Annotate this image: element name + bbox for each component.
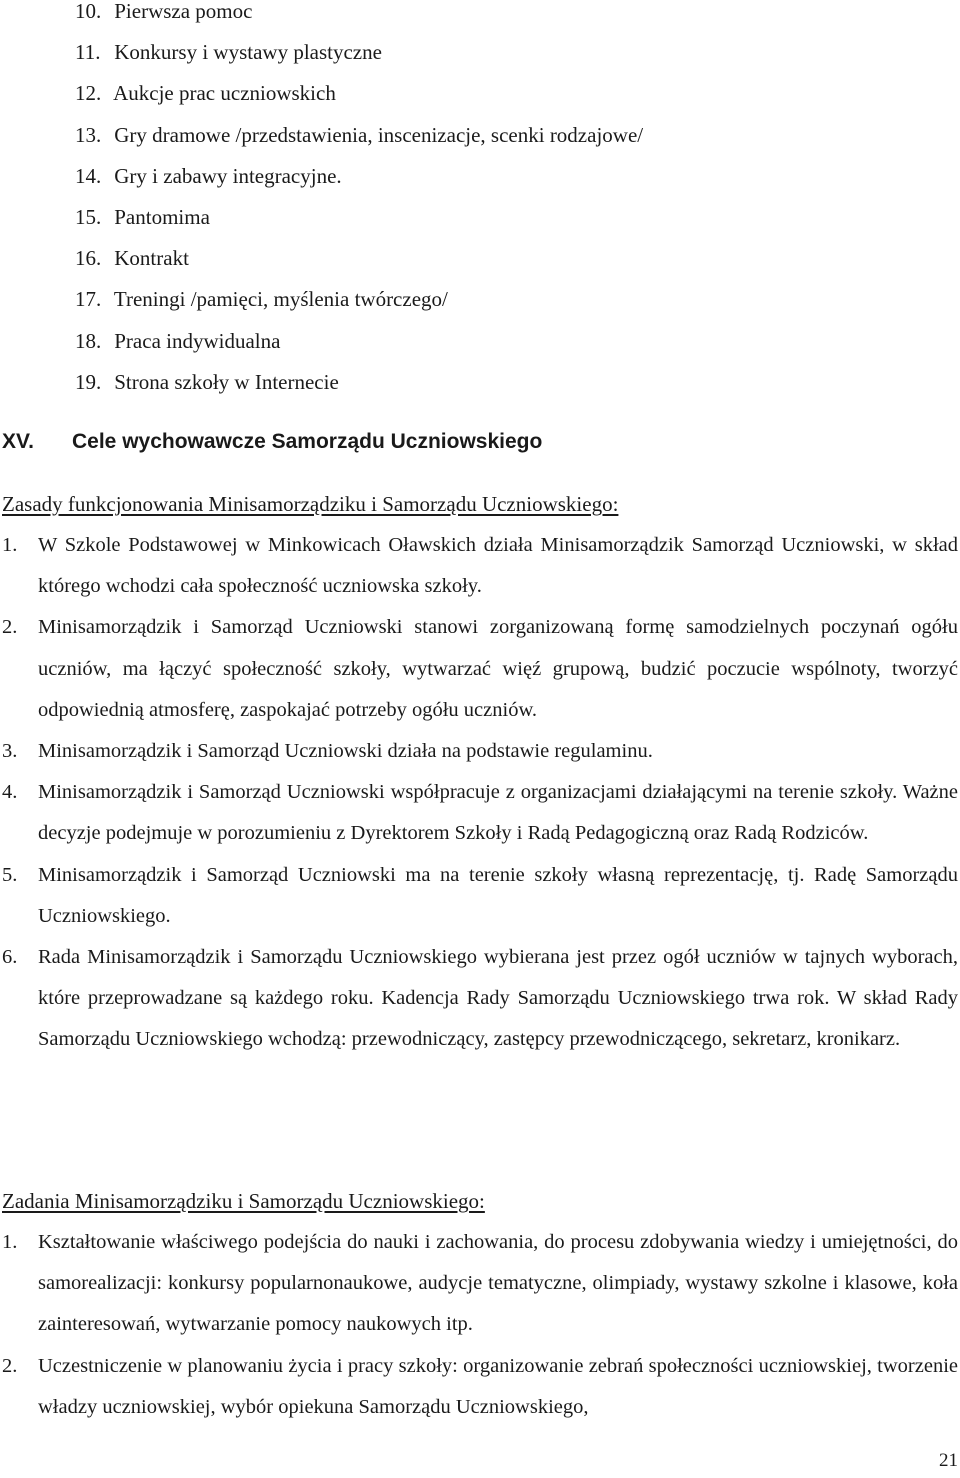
list-item-number: 3. [2,740,18,763]
list-item-text: Kontrakt [114,246,189,271]
methods-list [75,0,935,403]
list-item [2,772,958,854]
list-item-number: 13. [75,122,102,147]
list-item-text: Gry dramowe /przedstawienia, inscenizacje, scenki rodzajowe/ [114,122,644,147]
list-item [2,731,958,772]
list-item-text: Pantomima [114,204,210,229]
list-item-text: Pierwsza pomoc [114,0,253,23]
list-item-number: 17. [75,287,102,312]
list-item-text: Konkursy i wystawy plastyczne [114,40,382,65]
list-item-number: 18. [75,328,102,353]
rules-list [2,525,958,1061]
list-item-number: 2. [2,1354,18,1377]
list-item [2,1222,958,1346]
list-item-text: Strona szkoły w Internecie [114,369,339,394]
list-item [2,525,958,607]
list-item [2,607,958,731]
list-item [2,855,958,937]
list-item-text: Kształtowanie właściwego podejścia do nauki i zachowania, do procesu zdobywania wiedzy i umiejętności, do samorealizacji: konkursy popularnonaukowe, audycje tematyczne, olimpiady, wystawy szkolne i klasowe, koła zainteresowań, wytwarzanie pomocy naukowych itp. [38,1231,958,1336]
list-item [2,937,958,1061]
list-item [2,1346,958,1428]
list-item-text: W Szkole Podstawowej w Minkowicach Oławskich działa Minisamorządzik Samorząd Uczniowski, w skład którego wchodzi cała społeczność uczniowska szkoły. [38,534,958,598]
list-item [75,73,935,114]
tasks-heading: Zadania Minisamorządziku i Samorządu Uczniowskiego: [2,1189,485,1213]
list-item-number: 14. [75,163,102,188]
list-item-number: 12. [75,81,102,106]
section-heading [2,426,942,458]
list-item-text: Minisamorządzik i Samorząd Uczniowski działa na podstawie regulaminu. [38,740,653,763]
list-item-text: Uczestniczenie w planowaniu życia i pracy szkoły: organizowanie zebrań społeczności uczniowskiej, tworzenie władzy uczniowskiej, wybór opiekuna Samorządu Uczniowskiego, [38,1354,958,1418]
list-item-number: 2. [2,616,18,639]
list-item-number: 19. [75,369,102,394]
list-item-number: 4. [2,781,18,804]
list-item-number: 1. [2,1231,18,1253]
list-item-number: 11. [75,40,101,65]
list-item [75,321,935,362]
tasks-list [2,1222,958,1428]
list-item [75,279,935,320]
list-item-number: 6. [2,946,18,969]
list-item-text: Minisamorządzik i Samorząd Uczniowski ma na terenie szkoły własną reprezentację, tj. Radę Samorządu Uczniowskiego. [38,863,958,927]
list-item-text: Aukcje prac uczniowskich [113,81,336,106]
section-number: XV. [2,430,34,453]
list-item [75,197,935,238]
list-item-text: Rada Minisamorządzik i Samorządu Uczniowskiego wybierana jest przez ogół uczniów w tajnych wyborach, które przeprowadzane są każdego roku. Kadencja Rady Samorządu Uczniowskiego trwa rok. W skład Rady Samorządu Uczniowskiego wchodzą: przewodniczący, zastępcy przewodniczącego, sekretarz, kronikarz. [38,946,958,1051]
list-item-text: Gry i zabawy integracyjne. [114,163,342,188]
list-item-text: Praca indywidualna [114,328,281,353]
list-item-text: Minisamorządzik i Samorząd Uczniowski współpracuje z organizacjami działającymi na terenie szkoły. Ważne decyzje podejmuje w porozumieniu z Dyrektorem Szkoły i Radą Pedagogiczną oraz Radą Rodziców. [38,781,958,845]
list-item-number: 16. [75,246,102,271]
list-item [75,32,935,73]
rules-heading: Zasady funkcjonowania Minisamorządziku i Samorządu Uczniowskiego: [2,492,619,516]
list-item [75,362,935,403]
list-item-text: Treningi /pamięci, myślenia twórczego/ [113,287,448,312]
list-item-number: 5. [2,863,18,886]
list-item-number: 10. [75,0,102,23]
list-item [75,156,935,197]
list-item [75,0,935,32]
list-item [75,115,935,156]
list-item-number: 15. [75,204,102,229]
list-item [75,238,935,279]
list-item-text: Minisamorządzik i Samorząd Uczniowski stanowi zorganizowaną formę samodzielnych poczynań ogółu uczniów, ma łączyć społeczność szkoły, wytwarzać więź grupową, budzić poczucie wspólnoty, tworzyć odpowiednią atmosferę, zaspokajać potrzeby ogółu uczniów. [38,616,958,721]
section-title: Cele wychowawcze Samorządu Uczniowskiego [72,430,543,453]
list-item-number: 1. [2,534,18,556]
page-number: 21 [939,1450,958,1471]
